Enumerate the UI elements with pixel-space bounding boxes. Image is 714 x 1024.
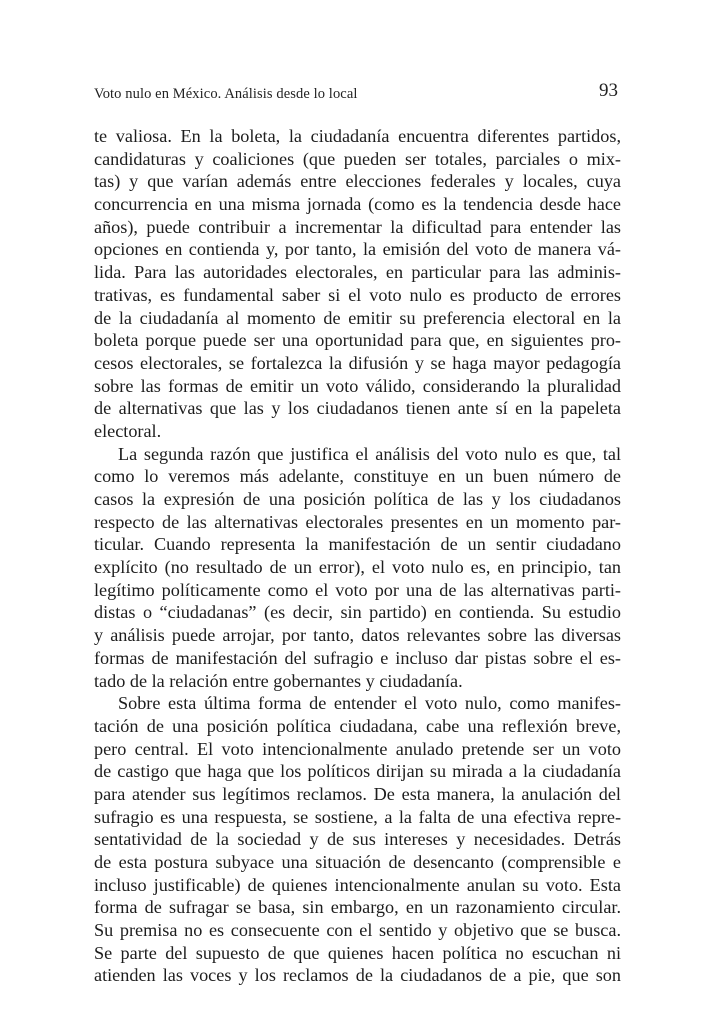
text-line: sentatividad de la sociedad y de sus intereses y necesidades. Detrás [94,829,621,850]
paragraph [94,125,621,443]
text-line: y análisis puede arrojar, por tanto, datos relevantes sobre las diversas [94,625,621,646]
text-line: tado de la relación entre gobernantes y ciudadanía. [94,670,463,691]
text-line: explícito (no resultado de un error), el voto nulo es, en principio, tan [94,557,621,578]
text-line: de esta postura subyace una situación de desencanto (comprensible e [94,852,621,872]
text-line: Se parte del supuesto de que quienes hacen política no escuchan ni [94,942,621,963]
text-line: años), puede contribuir a incrementar la dificultad para entender las [94,216,621,237]
page-number: 93 [599,80,618,101]
text-line: distas o “ciudadanas” (es decir, sin partido) en contienda. Su estudio [94,602,621,623]
text-line: respecto de las alternativas electorales presentes en un momento par- [94,511,621,532]
text-line: formas de manifestación del sufragio e incluso dar pistas sobre el es- [94,647,621,668]
text-line: pero central. El voto intencionalmente anulado pretende ser un voto [94,738,621,759]
paragraph [94,443,621,693]
text-line: candidaturas y coaliciones (que pueden ser totales, parciales o mix- [94,148,621,169]
text-line: cesos electorales, se fortalezca la difusión y se haga mayor pedagogía [94,352,621,373]
text-line: electoral. [94,420,162,441]
text-line: lida. Para las autoridades electorales, en particular para las adminis- [94,262,621,283]
text-line: te valiosa. En la boleta, la ciudadanía encuentra diferentes partidos, [94,126,621,146]
text-line: Sobre esta última forma de entender el voto nulo, como manifes- [118,693,621,714]
text-line: para atender sus legítimos reclamos. De esta manera, la anulación del [94,783,621,804]
text-line: opciones en contienda y, por tanto, la emisión del voto de manera vá- [94,239,621,260]
text-line: tas) y que varían además entre elecciones federales y locales, cuya [94,171,621,192]
text-line: concurrencia en una misma jornada (como es la tendencia desde hace [94,194,621,215]
text-line: de castigo que haga que los políticos dirijan su mirada a la ciudadanía [94,761,621,782]
text-line: incluso justificable) de quienes intencionalmente anulan su voto. Esta [94,874,621,895]
text-line: tación de una posición política ciudadana, cabe una reflexión breve, [94,715,621,736]
paragraph [94,692,621,987]
text-line: boleta porque puede ser una oportunidad para que, en siguientes pro- [94,330,621,351]
text-line: atienden las voces y los reclamos de la ciudadanos de a pie, que son [94,965,621,986]
text-line: sufragio es una respuesta, se sostiene, a la falta de una efectiva repre- [94,806,621,827]
text-line: de alternativas que las y los ciudadanos tienen ante sí en la papeleta [94,398,621,419]
text-line: sobre las formas de emitir un voto válido, considerando la pluralidad [94,375,621,396]
text-line: La segunda razón que justifica el análisis del voto nulo es que, tal [118,443,621,464]
running-head: Voto nulo en México. Análisis desde lo local [94,86,358,102]
text-line: como lo veremos más adelante, constituye en un buen número de [94,466,621,487]
text-line: trativas, es fundamental saber si el voto nulo es producto de errores [94,284,621,305]
body-text [94,125,621,987]
text-line: de la ciudadanía al momento de emitir su preferencia electoral en la [94,307,621,328]
text-line: legítimo políticamente como el voto por una de las alternativas parti- [94,579,621,600]
text-line: forma de sufragar se basa, sin embargo, en un razonamiento circular. [94,897,621,918]
text-line: Su premisa no es consecuente con el sentido y objetivo que se busca. [94,920,621,941]
text-line: ticular. Cuando representa la manifestación de un sentir ciudadano [94,534,621,555]
text-line: casos la expresión de una posición política de las y los ciudadanos [94,489,621,509]
